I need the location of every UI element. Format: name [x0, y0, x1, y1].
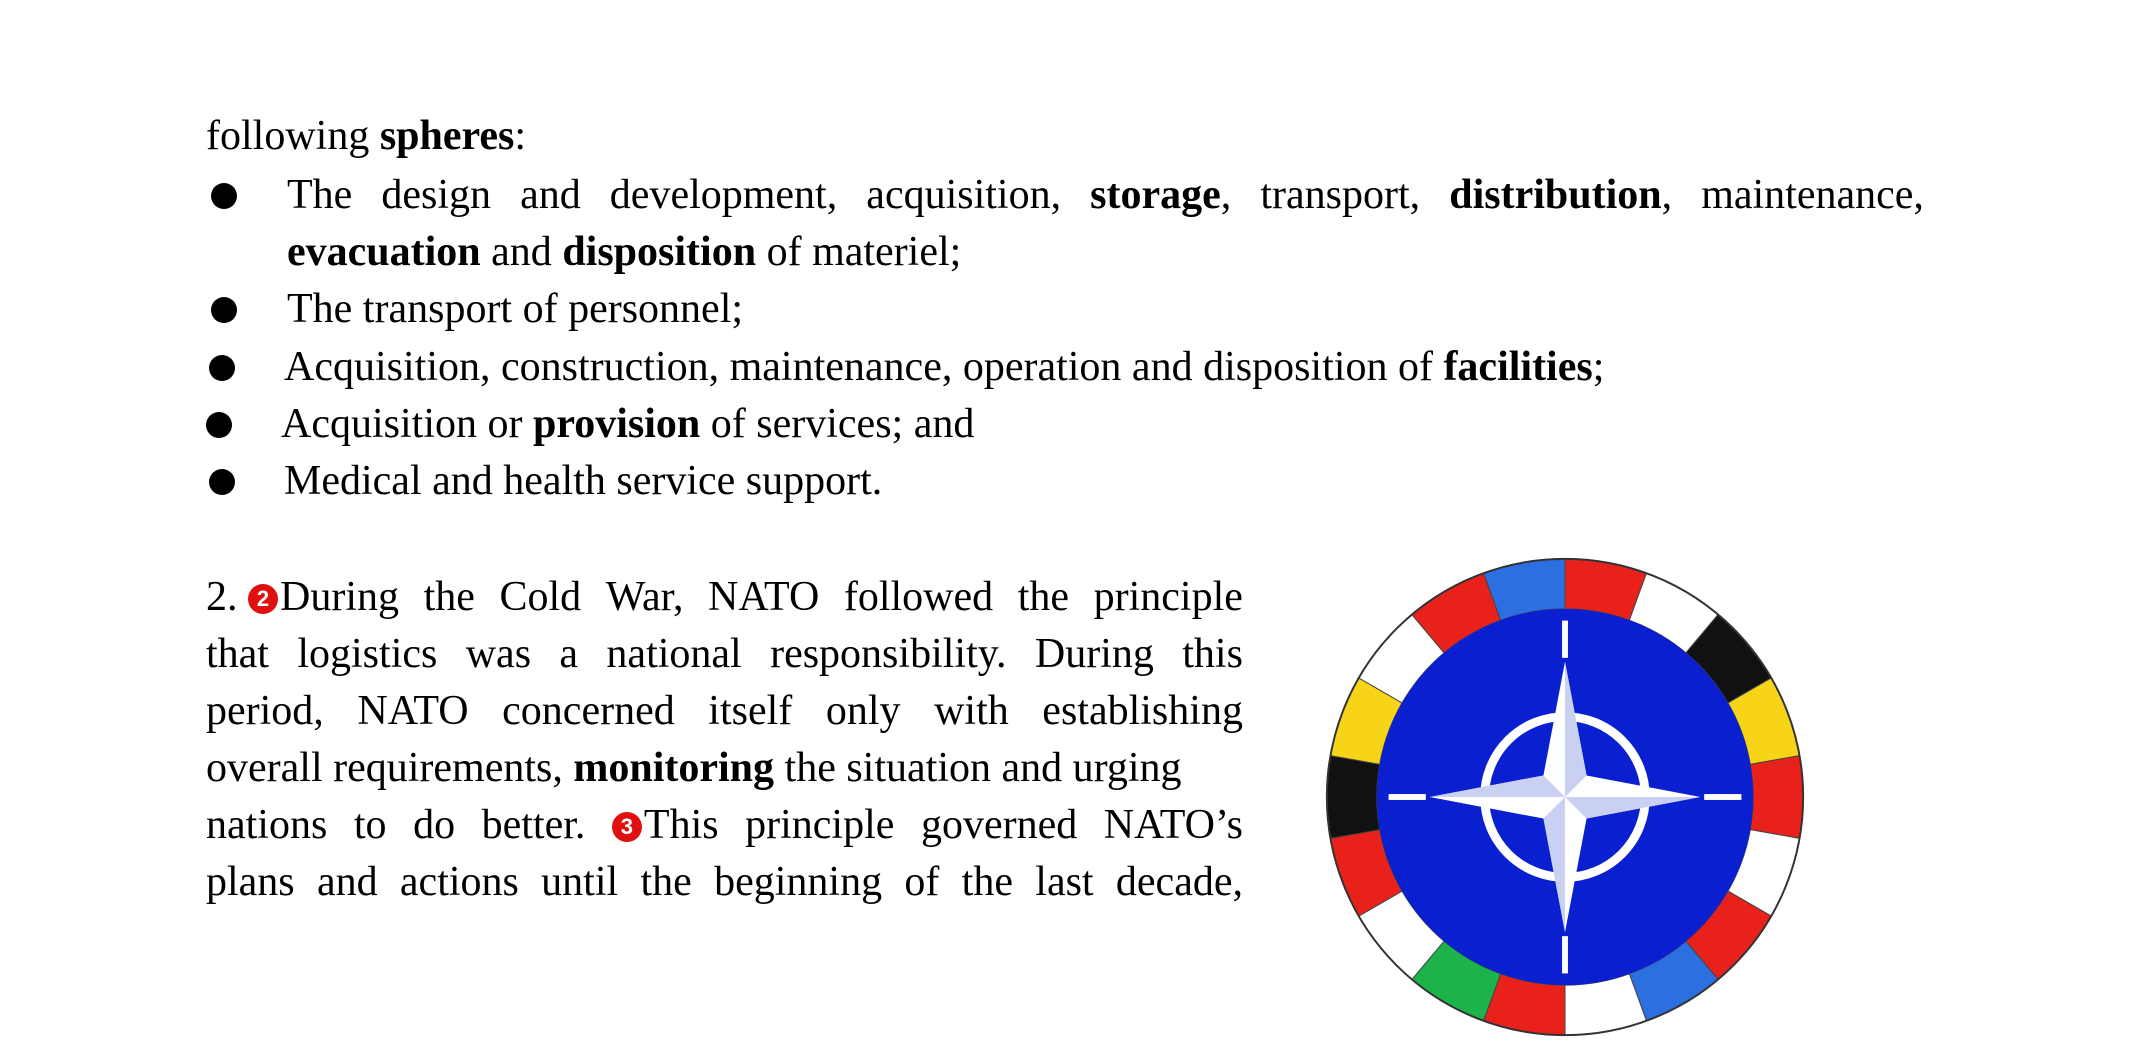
word: the	[423, 574, 475, 620]
word: principle	[745, 802, 895, 848]
bold-word: storage	[1090, 172, 1221, 218]
text: and	[480, 229, 563, 275]
word: this	[1182, 631, 1243, 677]
paragraph-line-1	[206, 569, 1243, 626]
word: that	[206, 631, 269, 677]
bold-word: monitoring	[573, 745, 775, 791]
word: concerned	[502, 688, 675, 734]
word: development,	[609, 172, 838, 218]
bullet-dot-1	[211, 183, 237, 209]
word: responsibility.	[770, 631, 1007, 677]
word: NATO’s	[1103, 802, 1243, 848]
paragraph-line-5	[206, 797, 1243, 854]
bold-word: evacuation	[287, 229, 481, 275]
text: Acquisition, construction, maintenance, operation and disposition of	[284, 344, 1444, 390]
word: the	[961, 859, 1013, 905]
word: period,	[206, 688, 324, 734]
word: beginning	[714, 859, 883, 905]
intro-prefix: following	[206, 113, 380, 159]
word: and	[316, 859, 378, 905]
word: maintenance,	[1701, 172, 1924, 218]
word: War,	[605, 574, 684, 620]
word: do	[413, 802, 456, 848]
bullet-2-text: The transport of personnel;	[287, 286, 744, 332]
word: The	[287, 172, 353, 218]
word: establishing	[1042, 688, 1243, 734]
word: decade,	[1115, 859, 1243, 905]
text: the situation and urging	[774, 745, 1182, 791]
word-group	[612, 797, 719, 854]
word: last	[1035, 859, 1094, 905]
flag-segment	[1327, 756, 1380, 839]
text: overall requirements,	[206, 745, 574, 791]
word: with	[934, 688, 1009, 734]
word: national	[606, 631, 742, 677]
word: transport,	[1260, 172, 1421, 218]
bullet-dot-3	[209, 355, 235, 381]
word: itself	[708, 688, 793, 734]
word: During	[280, 574, 399, 620]
bullet-1-line-1	[287, 167, 1924, 224]
word: the	[1017, 574, 1070, 620]
text: of materiel;	[756, 229, 962, 275]
word: the	[640, 859, 692, 905]
bullet-5-text: Medical and health service support.	[284, 458, 883, 504]
punct: ,	[1661, 172, 1673, 218]
text: of services; and	[700, 401, 975, 447]
intro-bold: spheres	[379, 113, 515, 159]
word-group	[1090, 167, 1231, 224]
flag-segment	[1750, 756, 1803, 839]
word: until	[541, 859, 619, 905]
bold-word: facilities	[1443, 344, 1593, 390]
word: was	[465, 631, 532, 677]
paragraph-line-6	[206, 854, 1243, 911]
bullet-3-text	[284, 339, 1604, 396]
text: ;	[1592, 344, 1605, 390]
bullet-dot-2	[211, 297, 237, 323]
word: followed	[843, 574, 994, 620]
bullet-dot-5	[209, 469, 235, 495]
bold-word: provision	[532, 401, 701, 447]
word: governed	[920, 802, 1078, 848]
punct: ,	[1220, 172, 1232, 218]
word: to	[353, 802, 387, 848]
word: NATO	[357, 688, 469, 734]
paragraph-line-4	[206, 740, 1243, 797]
word: actions	[399, 859, 519, 905]
marker-badge-3: 3	[612, 812, 642, 842]
word: better.	[481, 802, 586, 848]
word: a	[559, 631, 579, 677]
word: plans	[206, 859, 295, 905]
word-group	[1449, 167, 1672, 224]
word-group	[206, 569, 399, 626]
word: NATO	[708, 574, 820, 620]
bold-word: distribution	[1449, 172, 1662, 218]
paragraph-line-3	[206, 683, 1243, 740]
marker-badge-2: 2	[248, 584, 278, 614]
word: During	[1034, 631, 1154, 677]
word: design	[381, 172, 492, 218]
bullet-4-text	[281, 396, 974, 453]
paragraph-number: 2.	[206, 574, 238, 620]
word: Cold	[499, 574, 582, 620]
word: principle	[1093, 574, 1243, 620]
word: nations	[206, 802, 328, 848]
word: acquisition,	[866, 172, 1062, 218]
word: only	[825, 688, 901, 734]
intro-suffix: :	[514, 113, 527, 159]
bullet-1-line-2	[287, 224, 961, 281]
paragraph-line-2	[206, 626, 1243, 683]
bullet-dot-4	[206, 412, 232, 438]
intro-line	[206, 108, 526, 165]
word: of	[904, 859, 940, 905]
bold-word: disposition	[562, 229, 757, 275]
word: and	[520, 172, 581, 218]
word: logistics	[297, 631, 438, 677]
text: Acquisition or	[281, 401, 533, 447]
word: This	[643, 802, 719, 848]
nato-emblem-logo	[1320, 552, 1810, 1042]
